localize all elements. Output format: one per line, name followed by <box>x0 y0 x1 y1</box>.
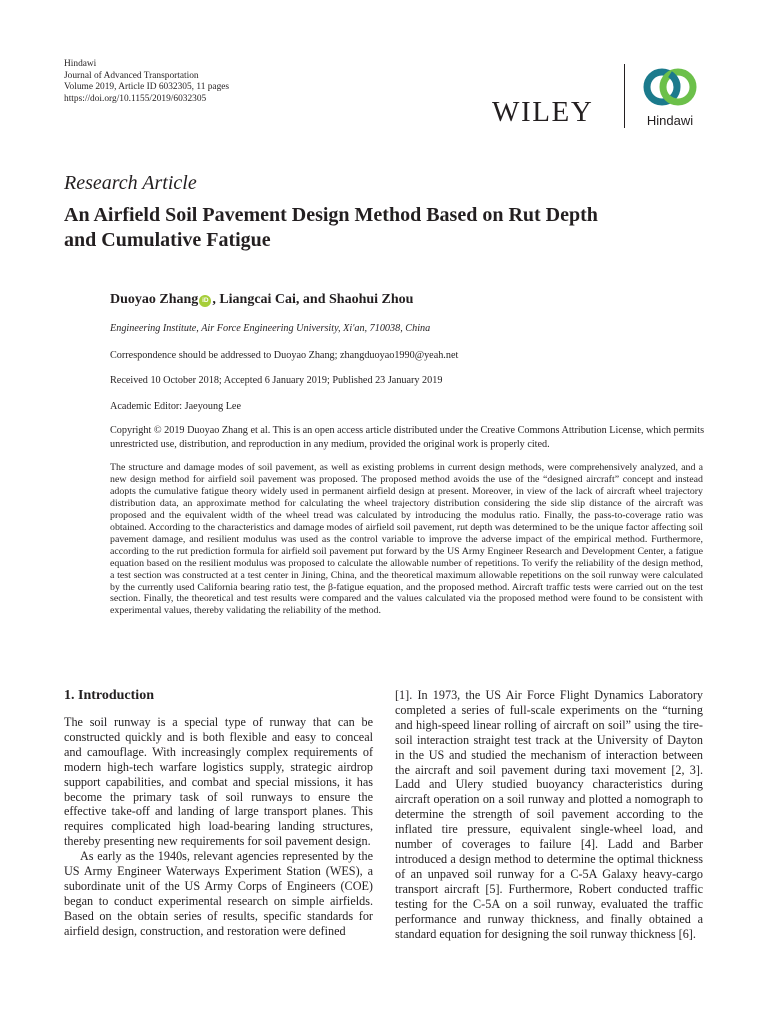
hindawi-logo-text: Hindawi <box>646 113 694 128</box>
orcid-icon[interactable]: iD <box>199 295 211 307</box>
abstract: The structure and damage modes of soil pavement, as well as existing problems in current design methods, were comprehensively analyzed, and a new design method for airfield soil pavement was proposed. The proposed method avoids the use of the “designed aircraft” concept and instead adopts the cumulative fatigue theory widely used in permanent airfield design at present. Moreover, in view of the lack of aircraft wheel trajectory distribution data, an approximate method for calculating the wheel trajectory distribution considering the side slip distance of the aircraft was proposed and the equivalent width of the wheel tread was calculated by introducing the modulus ratio. Finally, the pass-to-coverage ratio was obtained. According to the characteristics and damage modes of airfield soil pavement, rut depth was determined to be the unique factor affecting soil pavement damage, and resilient modulus was used as the control variable to improve the adverse impact of the empirical method. Furthermore, according to the rut prediction formula for airfield soil pavement put forward by the US Army Engineer Research and Development Center, a fatigue equation based on the resilient modulus was proposed to calculate the allowable number of repetitions. To verify the reliability of the design method, a test section was constructed at a test center in Jining, China, and the theoretical maximum allowable repetitions on the soil runway were calculated by the currently used California bearing ratio test, the β-fatigue equation, and the proposed method. Aircraft traffic tests were carried out on the test section. Finally, the theoretical and test results were compared and the values calculated via the proposed method were found to be consistent with experimental values, thereby validating the reliability of the method. <box>110 462 703 617</box>
publication-dates: Received 10 October 2018; Accepted 6 January 2019; Published 23 January 2019 <box>110 375 443 386</box>
section-heading: 1. Introduction <box>64 688 154 703</box>
author-name[interactable]: Duoyao Zhang <box>110 292 199 307</box>
journal-header <box>64 59 364 105</box>
publisher-name: Hindawi <box>64 59 97 69</box>
paragraph: As early as the 1940s, relevant agencies represented by the US Army Engineer Waterways Experiment Station (WES), a subordinate unit of the US Army Corps of Engineers (COE) began to conduct experimental research on simple airfields. Based on the obtain series of results, specific standards for airfield design, construction, and restoration were defined <box>64 849 373 938</box>
author-list <box>110 292 413 308</box>
body-column-left <box>64 715 373 939</box>
paragraph: The soil runway is a special type of runway that can be constructed quickly and is both flexible and easy to conceal and camouflage. With increasingly complex requirements of modern high-tech warfare logistics supply, strategic airdrop support capabilities, and combat and special missions, it has become the primary task of soil runways to ensure the effective take-off and landing of large transport planes. This requires complicated high load-bearing landing structures, thereby presenting new requirements for soil pavement design. <box>64 715 373 849</box>
academic-editor: Academic Editor: Jaeyoung Lee <box>110 401 241 412</box>
journal-name: Journal of Advanced Transportation <box>64 70 199 81</box>
article-type: Research Article <box>64 172 197 194</box>
doi-link[interactable]: https://doi.org/10.1155/2019/6032305 <box>64 93 207 104</box>
wiley-logo: WILEY <box>492 96 594 128</box>
correspondence: Correspondence should be addressed to Duoyao Zhang; zhangduoyao1990@yeah.net <box>110 350 459 361</box>
volume-info: Volume 2019, Article ID 6032305, 11 pages <box>64 82 230 93</box>
copyright-notice: Copyright © 2019 Duoyao Zhang et al. This is an open access article distributed under the Creative Commons Attribution License, which permits unrestricted use, distribution, and reproduction in any medium, provided the original work is properly cited. <box>110 425 705 450</box>
hindawi-logo-icon <box>640 62 700 112</box>
logo-divider <box>624 64 625 128</box>
coauthor-names: , Liangcai Cai, and Shaohui Zhou <box>212 292 414 307</box>
paragraph: [1]. In 1973, the US Air Force Flight Dynamics Laboratory completed a series of full-scale experiments on the “turning and high-speed linear rolling of aircraft on soil” using the tire-soil interaction straight test track at the University of Dayton in the US and studied the mechanism of interaction between the aircraft and soil pavement during taxi movement [2, 3]. Ladd and Ulery studied buoyancy characteristics during aircraft operation on a soil runway and plotted a nomograph to determine the strength of soil pavement according to the inflated tire pressure, equivalent single-wheel load, and number of coverages to failure [4]. Ladd and Barber introduced a design method to determine the optimal thickness of an unpaved soil runway for a C-5A Galaxy heavy-cargo transport aircraft [5]. Furthermore, Robert conducted traffic testing for the C-5A on a soil runway, evaluated the traffic performance and runway thickness, and finally obtained a standard equation for designing the soil runway thickness [6]. <box>395 688 703 941</box>
affiliation: Engineering Institute, Air Force Engineering University, Xi'an, 710038, China <box>110 323 431 334</box>
article-title: An Airfield Soil Pavement Design Method Based on Rut Depth and Cumulative Fatigue <box>64 204 598 251</box>
body-column-right <box>395 688 703 941</box>
